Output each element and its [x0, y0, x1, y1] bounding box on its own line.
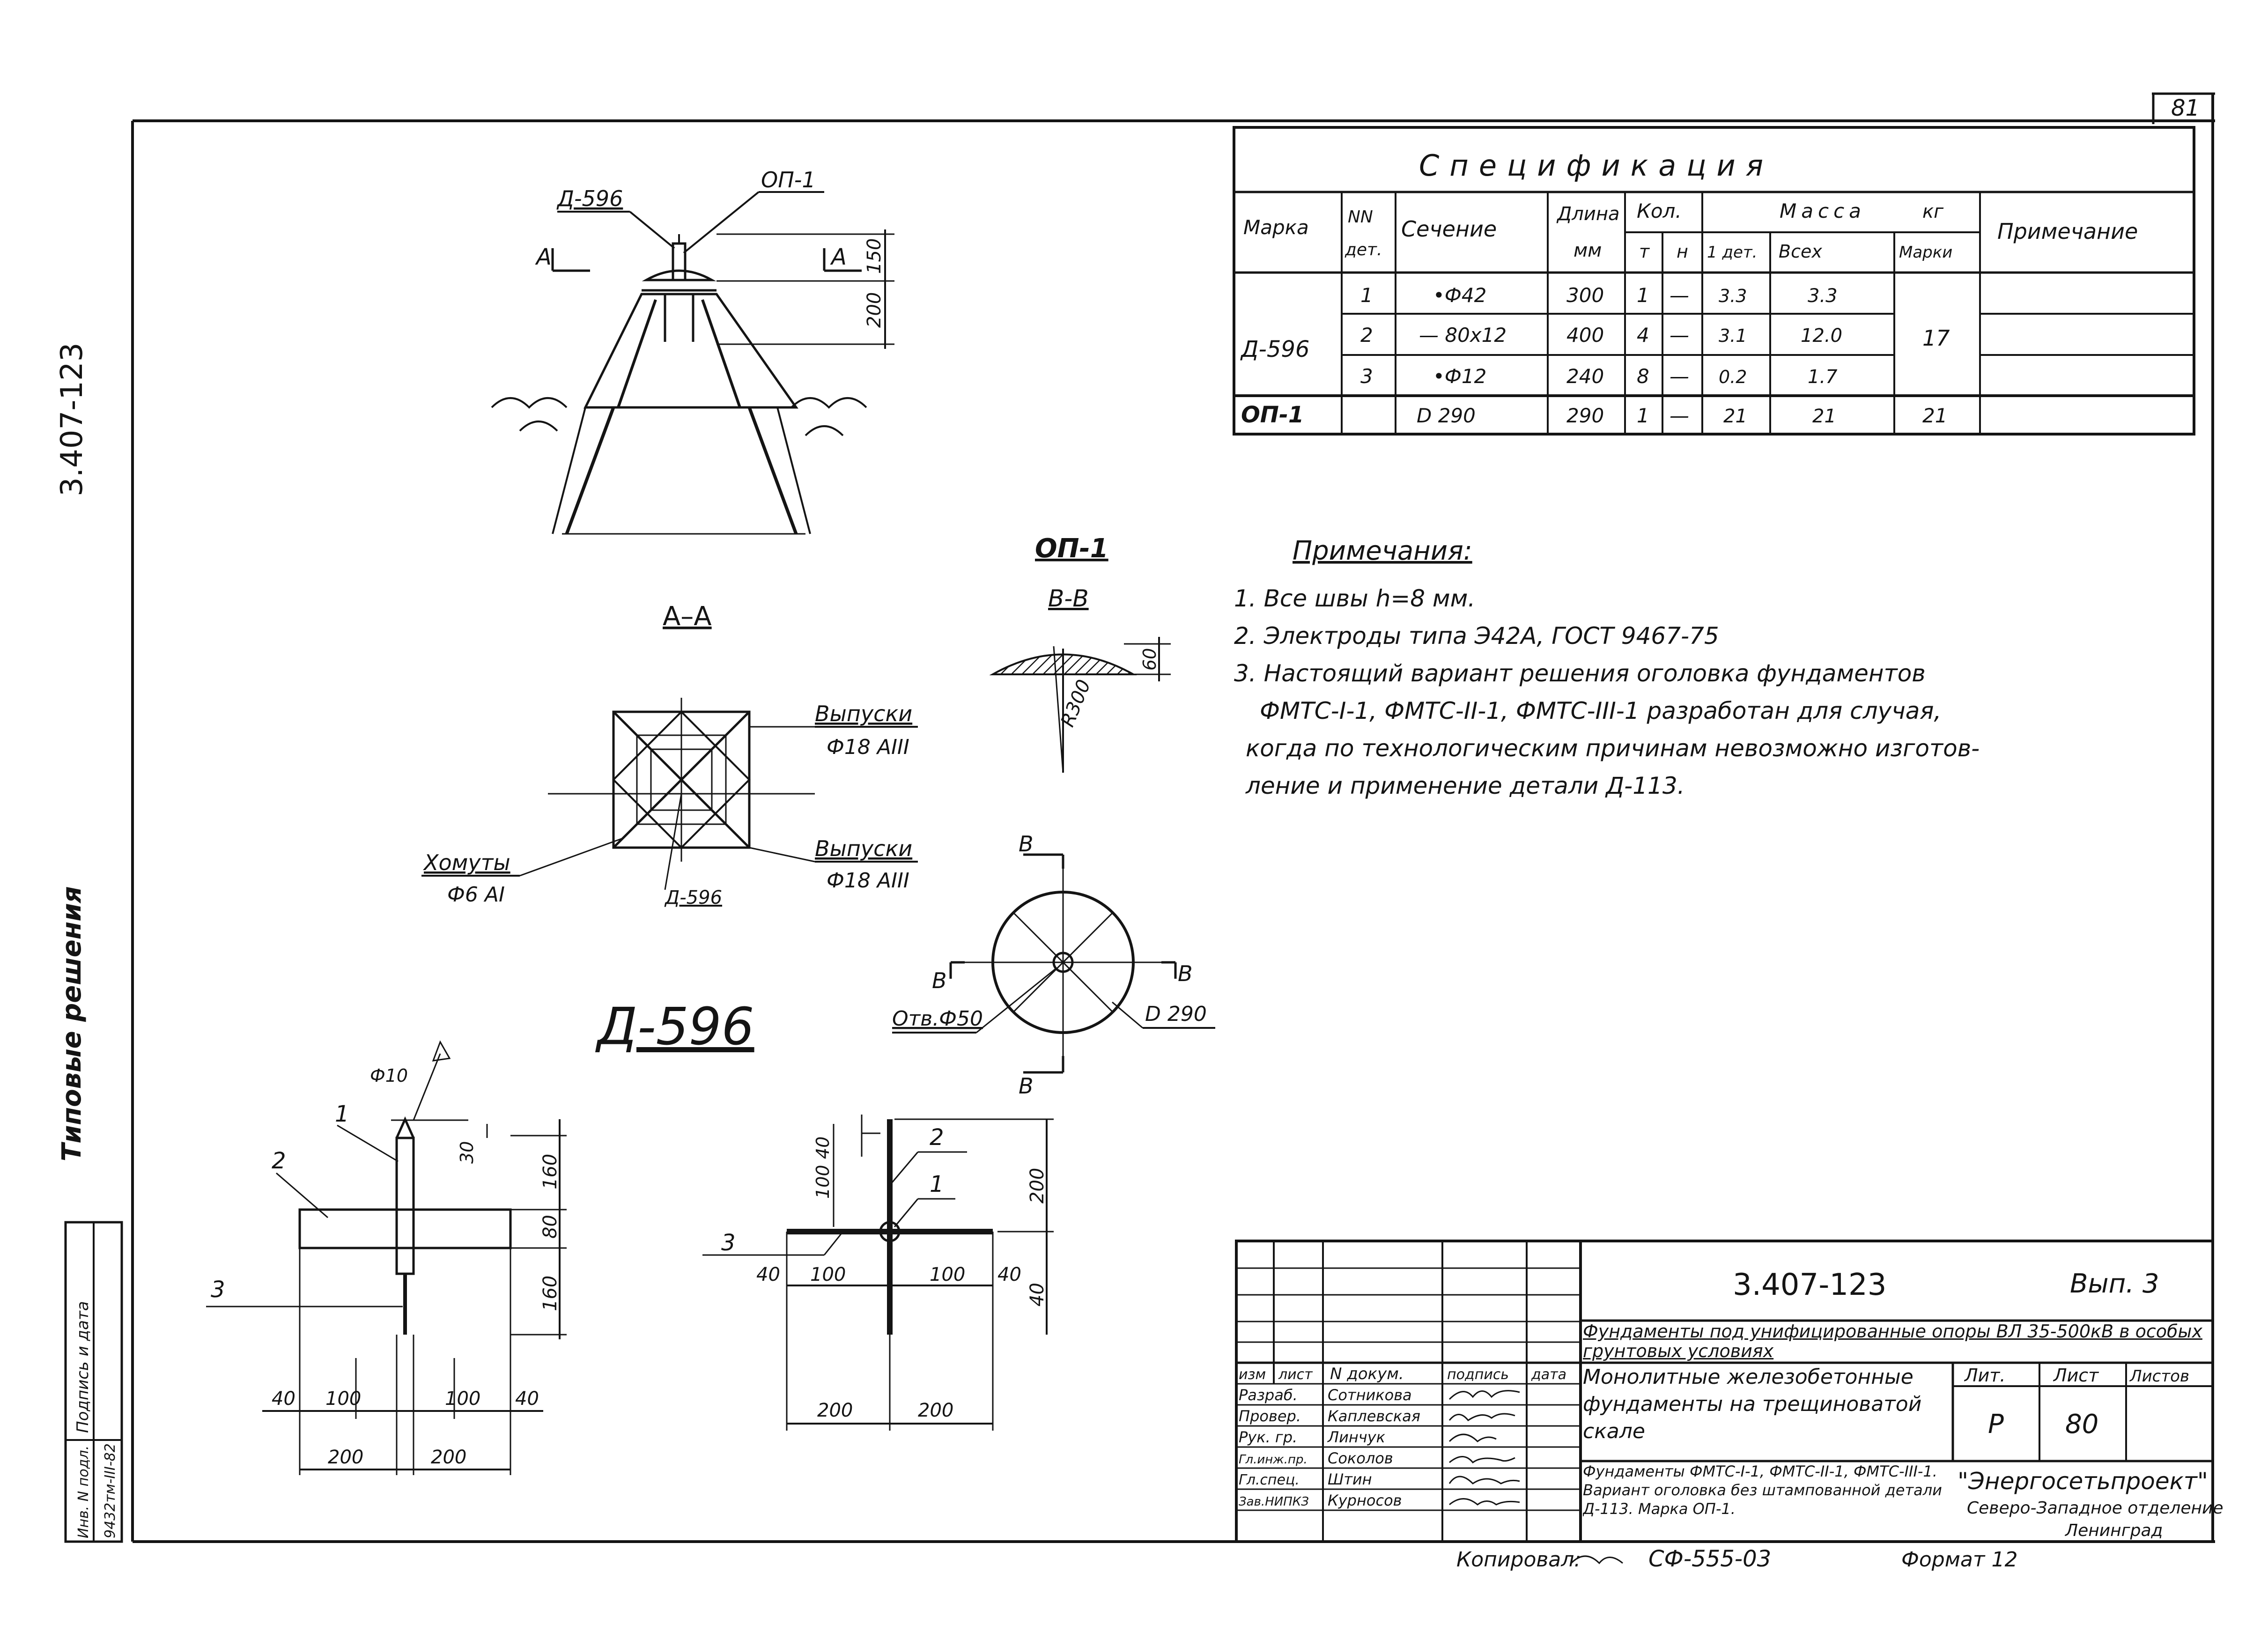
cell: 3.3 — [1719, 286, 1747, 306]
op1-radius: R300 — [1056, 676, 1095, 730]
vypuski-2: Выпуски — [815, 836, 913, 861]
notes-title: Примечания: — [1293, 536, 1472, 566]
plan-b40: 40 — [997, 1264, 1021, 1285]
spec-row-1 — [1360, 284, 1838, 307]
vypuski-1: Выпуски — [815, 701, 913, 726]
op1-title: ОП-1 — [1035, 533, 1108, 564]
cell: 3.3 — [1808, 285, 1838, 307]
footer-copied: Копировал: — [1456, 1548, 1581, 1572]
d596-pos3: 3 — [211, 1277, 225, 1303]
cut-a-right: А — [831, 244, 847, 270]
cell: — — [1670, 365, 1689, 388]
plan-pos3: 3 — [721, 1230, 736, 1256]
notes-block — [1234, 536, 1980, 799]
cell: 2 — [1360, 324, 1373, 347]
elevation-view — [492, 167, 894, 534]
d596-pos1: 1 — [335, 1101, 349, 1127]
d596-title: Д-596 — [597, 997, 754, 1056]
tb-org-name: "Энергосетьпроект" — [1958, 1468, 2208, 1495]
tb-code: 3.407-123 — [1733, 1268, 1887, 1302]
tb-sheet-title: Фундаменты ФМТС-I-1, ФМТС-II-1, ФМТС-III-1. Вариант оголовка без штампованной детали Д-113. Марка ОП-1. — [1583, 1462, 1942, 1518]
dim-b40b: 40 — [515, 1388, 539, 1410]
op1-diameter: D 290 — [1145, 1002, 1207, 1026]
note-line-3: 3. Настоящий вариант решения оголовка фундаментов — [1234, 660, 1926, 687]
staff-name: Сотникова — [1328, 1386, 1412, 1404]
tb-col-date: дата — [1531, 1366, 1566, 1383]
op1-hole: Отв.Ф50 — [892, 1007, 983, 1031]
cell: — 80х12 — [1419, 324, 1507, 347]
note-line-4: ФМТС-I-1, ФМТС-II-1, ФМТС-III-1 разработан для случая, — [1260, 697, 1942, 724]
dim-b40a: 40 — [272, 1388, 296, 1410]
staff-name: Линчук — [1328, 1428, 1385, 1446]
dim-d30: 30 — [457, 1141, 477, 1164]
cut-b-left: В — [932, 968, 947, 993]
op1-dim-60: 60 — [1139, 648, 1160, 671]
note-line-5: когда по технологическим причинам невозможно изготов- — [1246, 735, 1980, 762]
op1-section: В-В — [1048, 585, 1089, 612]
page-number: 81 — [2171, 95, 2200, 121]
vypuski-1-spec: Ф18 АIII — [827, 735, 909, 759]
staff-role: Разраб. — [1239, 1386, 1298, 1404]
plan-b200a: 200 — [817, 1400, 853, 1421]
staff-role: Гл.спец. — [1239, 1472, 1300, 1488]
staff-role: Зав.НИПКЗ — [1239, 1495, 1309, 1509]
cell: 300 — [1566, 284, 1604, 307]
dim-d160a: 160 — [539, 1153, 561, 1189]
hdr-mass-all: Всех — [1779, 241, 1822, 262]
tb-col-list: лист — [1278, 1366, 1313, 1383]
tb-col-izm: изм — [1239, 1366, 1266, 1383]
cut-a-left: А — [536, 244, 552, 270]
cell: — — [1670, 284, 1689, 307]
hdr-qty-n: н — [1677, 241, 1688, 262]
dim-b100b: 100 — [445, 1388, 481, 1410]
section-aa-title: А–А — [663, 601, 712, 632]
footer-format: Формат 12 — [1901, 1548, 2018, 1572]
cell: D 290 — [1417, 404, 1476, 427]
aa-d596: Д-596 — [665, 887, 723, 908]
label-d596: Д-596 — [557, 186, 623, 211]
staff-role: Провер. — [1239, 1407, 1301, 1425]
plan-d100: 100 — [813, 1165, 833, 1199]
hdr-section: Сечение — [1401, 216, 1497, 242]
cell: 400 — [1566, 324, 1604, 347]
mass-d596: 17 — [1922, 325, 1950, 351]
spec-row-op1 — [1241, 402, 1947, 428]
plan-d40b: 40 — [1027, 1283, 1048, 1307]
cell: 3.1 — [1719, 325, 1747, 346]
label-op1: ОП-1 — [761, 167, 816, 192]
plan-b40a: 40 — [756, 1264, 780, 1285]
tb-list-label: Лист — [2054, 1365, 2099, 1386]
cell: 290 — [1566, 404, 1604, 427]
cell: 21 — [1812, 406, 1836, 427]
cell: 8 — [1637, 365, 1649, 388]
cell: 1 — [1637, 404, 1649, 427]
cell: 21 — [1723, 406, 1747, 427]
hdr-mass-unit: кг — [1922, 201, 1944, 222]
cell: — — [1670, 404, 1689, 427]
spec-row-3 — [1360, 365, 1838, 388]
cell: 0.2 — [1719, 367, 1747, 387]
note-line-1: 1. Все швы h=8 мм. — [1234, 585, 1476, 612]
tb-listov-label: Листов — [2130, 1367, 2190, 1386]
stamp-inv-value: 9432тм-III-82 — [102, 1443, 118, 1538]
note-line-6: ление и применение детали Д-113. — [1246, 772, 1685, 799]
side-title: Типовые решения — [57, 886, 87, 1161]
plan-d200: 200 — [1027, 1167, 1048, 1204]
side-stamp — [66, 1222, 122, 1542]
stamp-inv-label: Инв. N подл. — [75, 1445, 92, 1538]
dim-150: 150 — [864, 238, 885, 274]
plan-b100b: 100 — [930, 1264, 966, 1285]
staff-role: Гл.инж.пр. — [1239, 1453, 1308, 1467]
tb-issue: Вып. 3 — [2070, 1269, 2159, 1299]
tb-subtitle: Монолитные железобетонные фундаменты на трещиноватой скале — [1583, 1365, 1922, 1443]
dim-b100a: 100 — [325, 1388, 362, 1410]
dim-200: 200 — [864, 292, 885, 328]
d596-pos2: 2 — [272, 1148, 286, 1174]
specification-table — [1234, 127, 2194, 434]
spec-title: Спецификация — [1419, 148, 1774, 183]
plan-b100a: 100 — [810, 1264, 846, 1285]
hdr-mass-one: 1 дет. — [1707, 243, 1758, 262]
tb-org-city: Ленинград — [2065, 1521, 2163, 1540]
side-code: 3.407-123 — [55, 342, 89, 496]
staff-name: Курносов — [1328, 1492, 1402, 1509]
op1-detail — [892, 533, 1215, 1099]
homuty: Хомуты — [424, 850, 510, 875]
title-block — [1236, 1241, 2224, 1542]
stamp-sign-label: Подпись и дата — [74, 1301, 92, 1433]
staff-name: Штин — [1328, 1470, 1372, 1488]
cell: 21 — [1922, 404, 1948, 427]
plan-d40: 40 — [813, 1136, 833, 1159]
homuty-spec: Ф6 АI — [447, 883, 505, 907]
hdr-mass: Масса — [1780, 199, 1866, 222]
vypuski-2-spec: Ф18 АIII — [827, 869, 909, 893]
group-d596: Д-596 — [1241, 336, 1310, 362]
hdr-note: Примечание — [1997, 219, 2138, 244]
cut-b-top: В — [1019, 831, 1034, 857]
cell: 4 — [1637, 324, 1649, 347]
cell: 3 — [1360, 365, 1373, 388]
footer — [1456, 1546, 2018, 1572]
cell: 12.0 — [1801, 325, 1843, 347]
staff-name: Каплевская — [1328, 1407, 1421, 1425]
hdr-length: Длина мм — [1557, 203, 1620, 261]
cell: •Ф12 — [1433, 365, 1487, 388]
plan-b200b: 200 — [918, 1400, 954, 1421]
cell: 1 — [1637, 284, 1649, 307]
d596-phi10: Ф10 — [370, 1065, 408, 1086]
plan-pos2: 2 — [930, 1124, 944, 1151]
cell: 1.7 — [1808, 366, 1838, 388]
hdr-mass-mark: Марки — [1899, 243, 1953, 262]
cut-b-right: В — [1178, 961, 1193, 986]
tb-org-branch: Северо-Западное отделение — [1967, 1499, 2224, 1518]
footer-order: СФ-555-03 — [1648, 1546, 1772, 1572]
cut-b-bottom: В — [1019, 1073, 1034, 1099]
hdr-marka: Марка — [1243, 216, 1309, 239]
cell: 1 — [1360, 284, 1373, 307]
cell: •Ф42 — [1433, 284, 1487, 307]
tb-lit-label: Лит. — [1965, 1365, 2006, 1386]
cell: 240 — [1566, 365, 1604, 388]
staff-role: Рук. гр. — [1239, 1428, 1298, 1446]
tb-lit-value: Р — [1988, 1409, 2004, 1440]
tb-list-value: 80 — [2065, 1409, 2099, 1440]
plan-pos1: 1 — [930, 1171, 944, 1197]
d596-detail — [206, 997, 1054, 1475]
hdr-qty: Кол. — [1637, 199, 1682, 222]
hdr-qty-t: т — [1639, 241, 1650, 262]
dim-d80: 80 — [539, 1215, 561, 1239]
cell: ОП-1 — [1241, 402, 1304, 428]
tb-col-sign: подпись — [1447, 1366, 1509, 1383]
tb-col-doc: N докум. — [1330, 1365, 1404, 1383]
staff-name: Соколов — [1328, 1449, 1393, 1467]
section-aa — [421, 601, 918, 908]
hdr-det-no: NN дет. — [1345, 207, 1382, 259]
tb-project-title: Фундаменты под унифицированные опоры ВЛ 35-500кВ в особых грунтовых условиях — [1583, 1322, 2202, 1361]
cell: — — [1670, 324, 1689, 347]
dim-d160b: 160 — [539, 1275, 561, 1311]
dim-b200a: 200 — [328, 1447, 364, 1468]
dim-b200b: 200 — [431, 1447, 467, 1468]
note-line-2: 2. Электроды типа Э42А, ГОСТ 9467-75 — [1234, 622, 1719, 650]
